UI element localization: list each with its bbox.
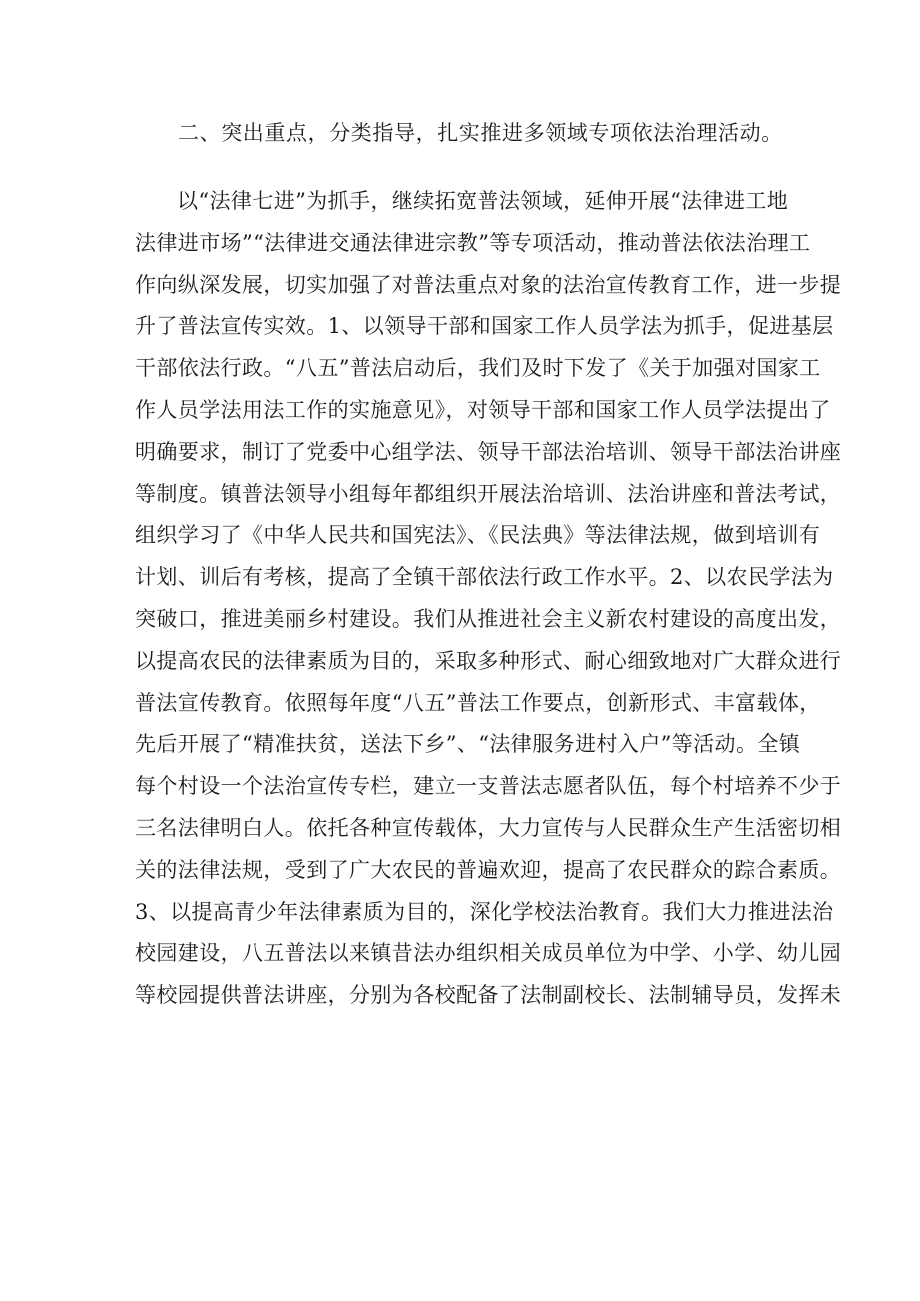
paragraph-line: 法律进市场”“法律进交通法律进宗教”等专项活动，推动普法依法治理工 xyxy=(135,230,811,255)
paragraph-line: 作人员学法用法工作的实施意见》，对领导干部和国家工作人员学法提出了 xyxy=(135,397,831,422)
paragraph-line: 关的法律法规，受到了广大农民的普遍欢迎，提高了农民群众的踪合素质。 xyxy=(135,857,842,882)
paragraph-line: 校园建设，八五普法以来镇昔法办组织相关成员单位为中学、小学、幼儿园 xyxy=(135,941,842,966)
paragraph-line: 每个村设一个法治宣传专栏，建立一支普法志愿者队伍，每个村培养不少于 xyxy=(135,774,842,799)
paragraph-line: 干部依法行政。“八五”普法启动后，我们及时下发了《关于加强对国家工 xyxy=(135,356,821,381)
paragraph-body xyxy=(135,181,842,1017)
paragraph-line: 作向纵深发展，切实加强了对普法重点对象的法治宣传教育工作，进一步提 xyxy=(135,272,842,297)
paragraph-line: 等校园提供普法讲座，分别为各校配备了法制副校长、法制辅导员，发挥未 xyxy=(135,983,842,1008)
paragraph-line: 3、以提高青少年法律素质为目的，深化学校法治教育。我们大力推进法治 xyxy=(135,899,834,924)
paragraph-line: 三名法律明白人。依托各种宣传载体，大力宣传与人民群众生产生活密切相 xyxy=(135,815,842,840)
paragraph-line: 以提高农民的法律素质为目的，采取多种形式、耐心细致地对广大群众进行 xyxy=(135,648,842,673)
paragraph-line: 突破口，推进美丽乡村建设。我们从推进社会主义新农村建设的高度出发， xyxy=(135,606,842,631)
paragraph-line: 明确要求，制订了党委中心组学法、领导干部法治培训、领导干部法治讲座 xyxy=(135,439,842,464)
paragraph-line: 普法宣传教育。依照每年度“八五”普法工作要点，创新形式、丰富载体， xyxy=(135,690,821,715)
paragraph-line: 先后开展了“精准扶贫，送法下乡”、“法律服务进村入户”等活动。全镇 xyxy=(135,732,801,757)
paragraph-line: 以“法律七进”为抓手，继续拓宽普法领域，延伸开展“法律进工地 xyxy=(177,189,789,213)
paragraph-line: 升了普法宣传实效。1、以领导干部和国家工作人员学法为抓手，促进基层 xyxy=(135,314,834,339)
paragraph-line: 计划、训后有考核，提高了全镇干部依法行政工作水平。2、以农民学法为 xyxy=(135,565,834,590)
paragraph-line: 等制度。镇普法领导小组每年都组织开展法治培训、法治讲座和普法考试， xyxy=(135,481,842,506)
section-heading: 二、突出重点，分类指导，扎实推进多领域专项依法治理活动。 xyxy=(178,121,783,145)
paragraph-line: 组织学习了《中华人民共和国宪法》、《民法典》等法律法规，做到培训有 xyxy=(135,523,821,548)
